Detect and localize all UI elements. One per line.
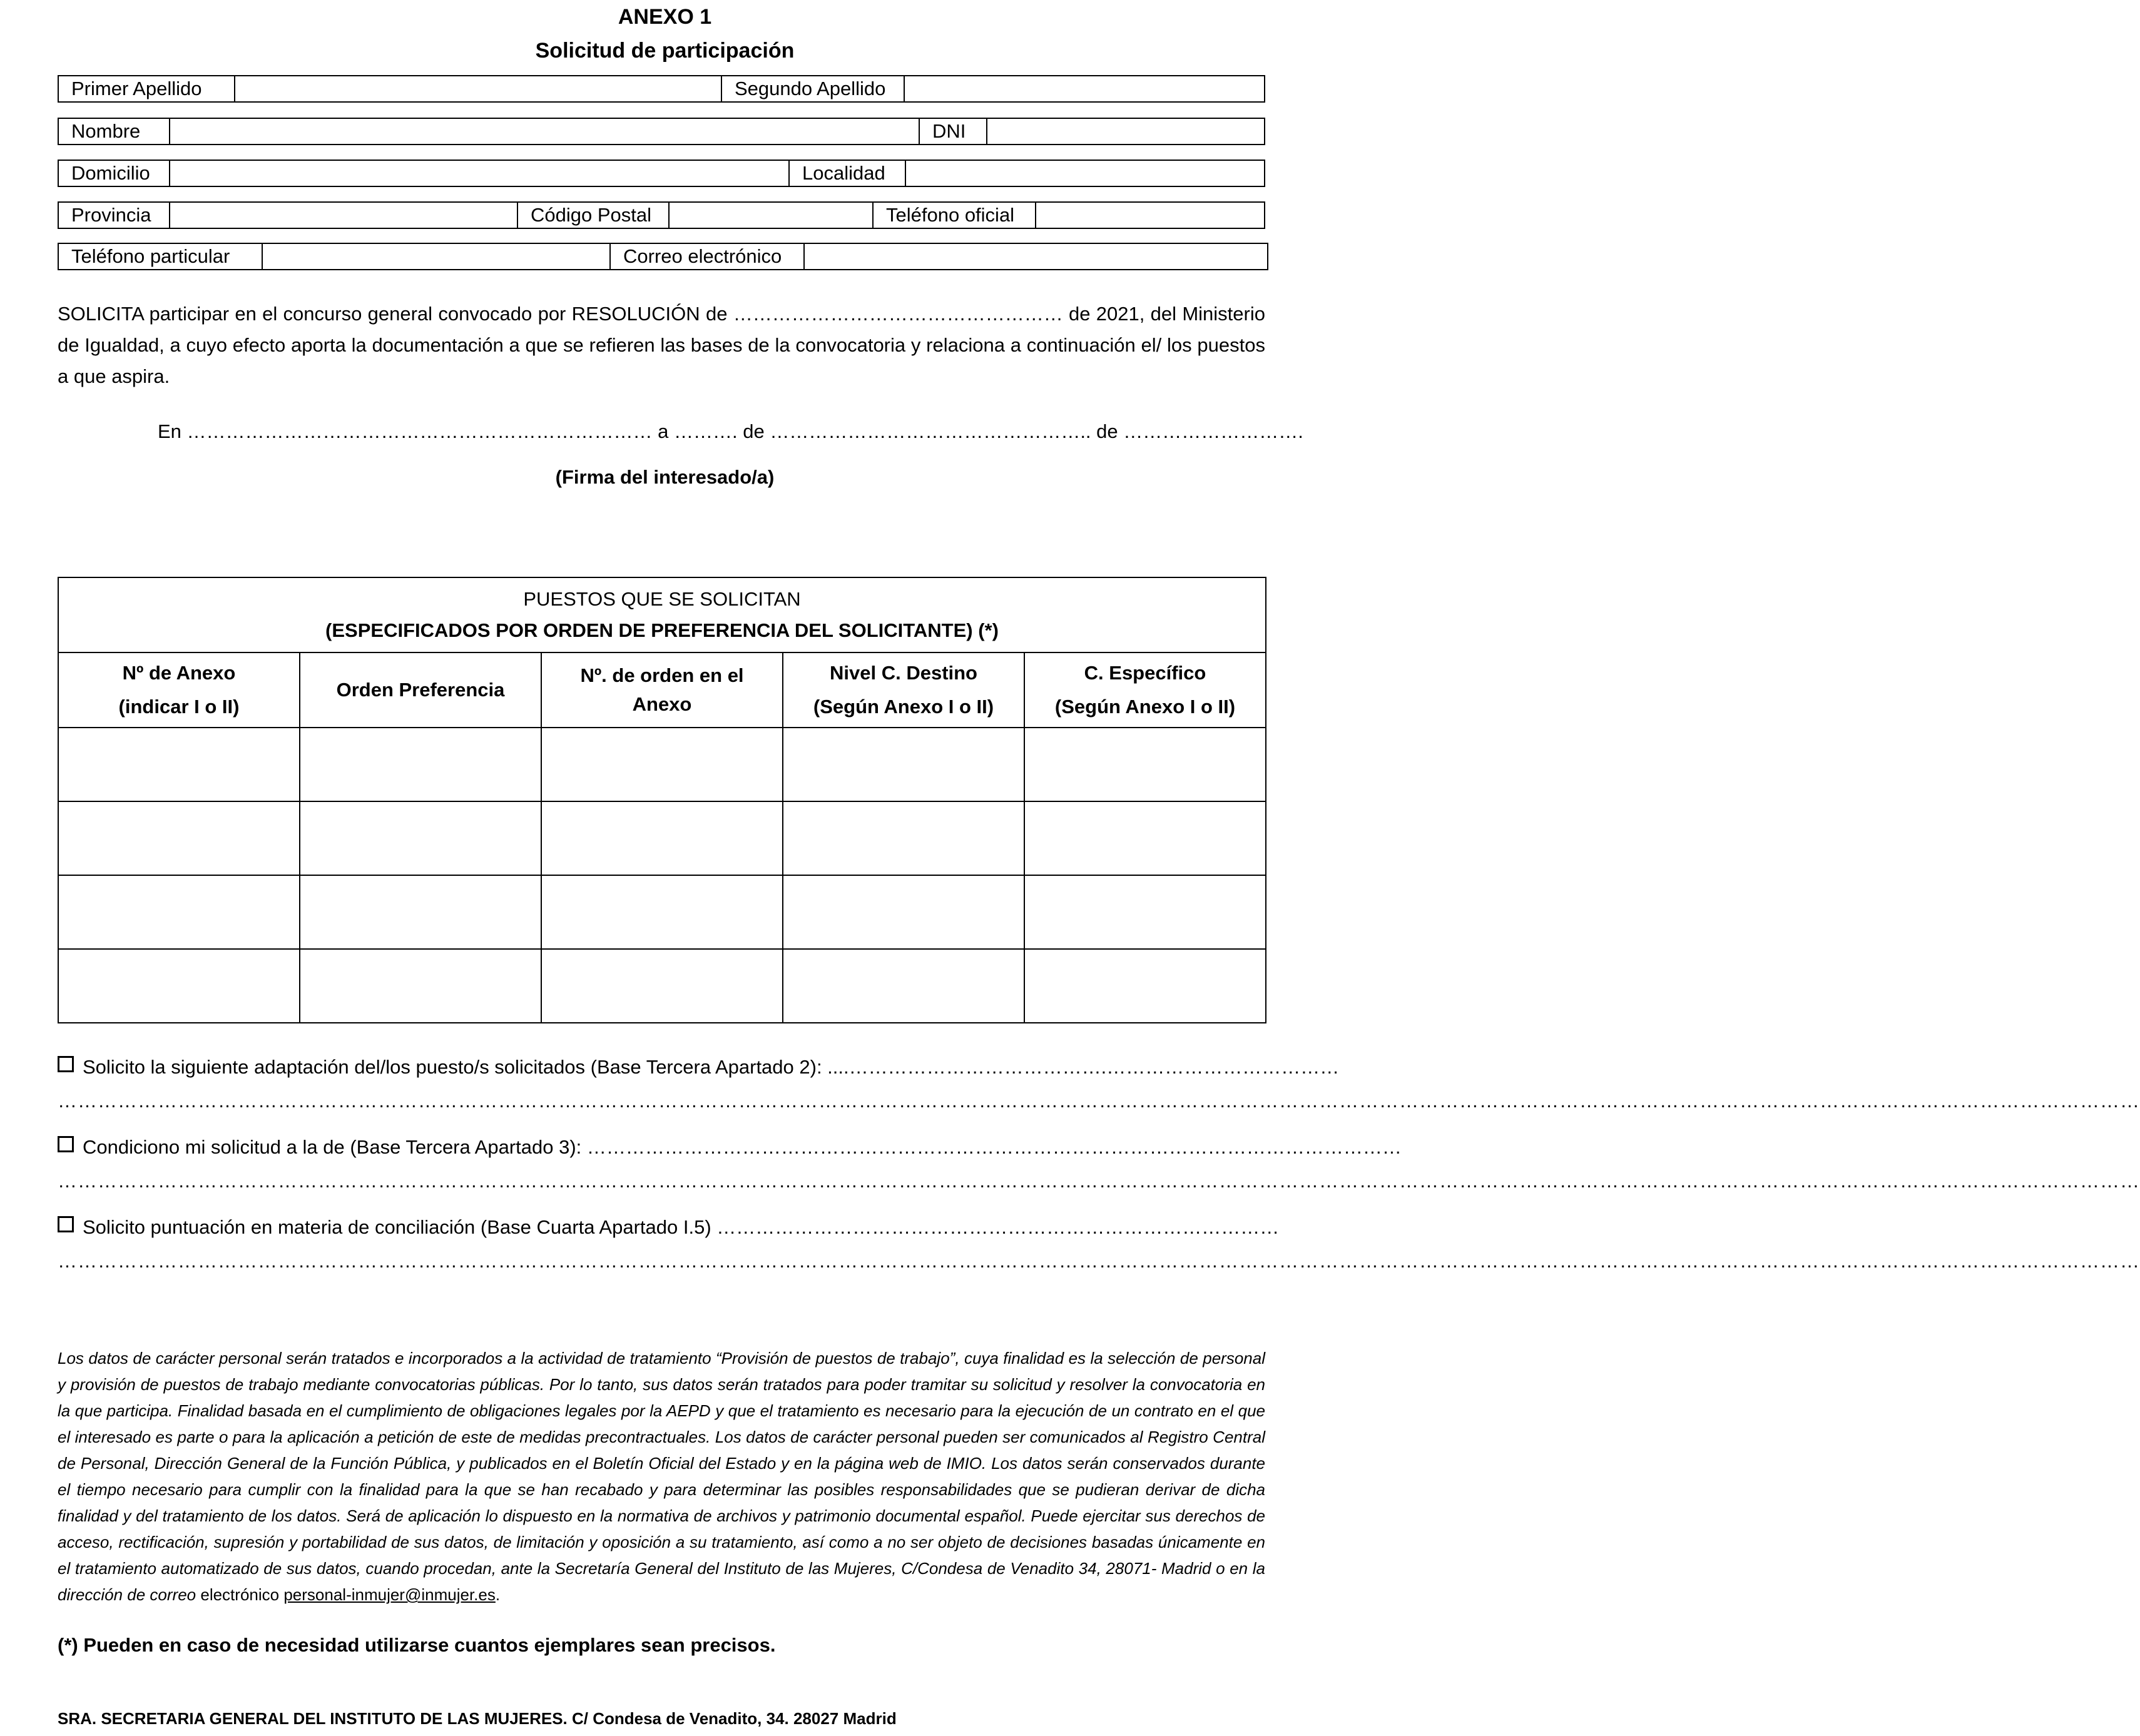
dotted-line: …………………………………………………………………………………………………………………………………………………………………………………………………………………………………………………………………………………… [58, 1250, 2140, 1272]
footer-address: SRA. SECRETARIA GENERAL DEL INSTITUTO DE LAS MUJERES. C/ Condesa de Venadito, 34. 28027 Madrid [58, 1709, 897, 1728]
provincia-field[interactable] [169, 203, 517, 228]
form-row-apellidos [58, 75, 1265, 103]
column-header-nivel-destino-line2: (Según Anexo I o II) [813, 696, 994, 718]
check-condiciono-text: Condiciono mi solicitud a la de (Base Tercera Apartado 3): ……………………………………………………………………………………………………………… [83, 1136, 1402, 1158]
table-cell[interactable] [300, 949, 541, 1023]
legal-notice-text: Los datos de carácter personal serán tratados e incorporados a la actividad de tratamiento “Provisión de puestos de trabajo”, cuya finalidad es la selección de personal y provisión de puestos de trabajo mediante convocatorias públicas. Por lo tanto, sus datos serán tratados para poder tramitar su solicitud y resolver la convocatoria en la que participa. Finalidad basada en el cumplimiento de obligaciones legales por la AEPD y que el tratamiento es necesario para la ejecución de un contrato en el que el interesado es parte o para la aplicación a petición de este de medidas precontractuales. Los datos de carácter personal pueden ser comunicados al Registro Central de Personal, Dirección General de la Función Pública, y publicados en el Boletín Oficial del Estado y en la página web de IMIO. Los datos serán conservados durante el tiempo necesario para cumplir con la finalidad para la que se han recabado y para determinar las posibles responsabilidades que se pudieran derivar de dicha finalidad y del tratamiento de los datos. Será de aplicación lo dispuesto en la normativa de archivos y patrimonio documental español. Puede ejercitar sus derechos de acceso, rectificación, supresión y portabilidad de sus datos, de limitación y oposición a su tratamiento, así como a no ser objeto de decisiones basadas únicamente en el tratamiento automatizado de sus datos, cuando procedan, ante la Secretaría General del Instituto de las Mujeres, C/Condesa de Venadito 34, 28071- Madrid o en la dirección de correo [58, 1349, 1265, 1604]
table-cell[interactable] [58, 728, 300, 801]
positions-table [58, 577, 1266, 1023]
localidad-field[interactable] [905, 161, 1264, 186]
table-cell[interactable] [58, 875, 300, 949]
checkbox-icon[interactable] [58, 1216, 74, 1232]
positions-table-title: PUESTOS QUE SE SOLICITAN [523, 588, 801, 610]
column-header-nivel-destino [783, 652, 1024, 728]
segundo-apellido-label: Segundo Apellido [721, 76, 904, 101]
document-title: ANEXO 1 [618, 5, 712, 29]
document-subtitle: Solicitud de participación [535, 39, 795, 63]
legal-notice [58, 1345, 1265, 1608]
check-adaptacion-text: Solicito la siguiente adaptación del/los puesto/s solicitados (Base Tercera Apartado 2): ....………………………………….……………………………… [83, 1056, 1340, 1078]
column-header-nivel-destino-line1: Nivel C. Destino [830, 662, 977, 684]
telefono-particular-field[interactable] [262, 244, 609, 269]
request-paragraph: SOLICITA participar en el concurso general convocado por RESOLUCIÓN de …………………………………………… de 2021, del Ministerio de Igualdad, a cuyo efecto aporta la documentación a que se refieren las bases de la convocatoria y relaciona a continuación el/ los puestos a que aspira. [58, 303, 1265, 387]
check-conciliacion[interactable] [58, 1216, 1280, 1239]
segundo-apellido-field[interactable] [904, 76, 1264, 101]
dni-label: DNI [919, 119, 986, 144]
table-cell[interactable] [300, 728, 541, 801]
column-header-especifico-line2: (Según Anexo I o II) [1054, 696, 1236, 718]
codigo-postal-label: Código Postal [517, 203, 668, 228]
table-cell[interactable] [541, 728, 783, 801]
column-header-orden-preferencia-line1: Orden Preferencia [336, 679, 505, 701]
table-cell[interactable] [1024, 801, 1266, 875]
check-adaptacion[interactable] [58, 1056, 1340, 1079]
localidad-label: Localidad [788, 161, 905, 186]
table-cell[interactable] [300, 875, 541, 949]
column-header-especifico [1024, 652, 1266, 728]
table-row [58, 949, 1266, 1023]
place-date-line: En ……………………………………………………………… a ………. de ………………………………………….. de ………………………. [158, 420, 1303, 442]
nombre-label: Nombre [71, 120, 141, 142]
telefono-particular-label: Teléfono particular [71, 245, 230, 267]
primer-apellido-label: Primer Apellido [71, 78, 202, 99]
dni-field[interactable] [986, 119, 1264, 144]
correo-label: Correo electrónico [609, 244, 803, 269]
form-row-provincia [58, 201, 1265, 229]
check-condiciono[interactable] [58, 1136, 1402, 1159]
table-cell[interactable] [541, 949, 783, 1023]
primer-apellido-field[interactable] [234, 76, 721, 101]
signature-label: (Firma del interesado/a) [555, 466, 775, 488]
table-cell[interactable] [541, 801, 783, 875]
copies-note: (*) Pueden en caso de necesidad utilizarse cuantos ejemplares sean precisos. [58, 1634, 776, 1656]
table-cell[interactable] [300, 801, 541, 875]
column-header-orden-anexo-line2: Anexo [632, 693, 692, 715]
table-row [58, 728, 1266, 801]
table-cell[interactable] [783, 801, 1024, 875]
telefono-oficial-label: Teléfono oficial [872, 203, 1035, 228]
column-header-especifico-line1: C. Específico [1084, 662, 1206, 684]
checkbox-icon[interactable] [58, 1136, 74, 1152]
table-cell[interactable] [58, 949, 300, 1023]
correo-field[interactable] [803, 244, 1267, 269]
table-cell[interactable] [541, 875, 783, 949]
column-header-anexo [58, 652, 300, 728]
table-cell[interactable] [58, 801, 300, 875]
positions-table-subtitle: (ESPECIFICADOS POR ORDEN DE PREFERENCIA DEL SOLICITANTE) (*) [325, 619, 999, 641]
legal-electronic-word: electrónico [200, 1585, 280, 1604]
column-header-orden-anexo [541, 652, 783, 728]
table-cell[interactable] [1024, 728, 1266, 801]
table-row [58, 875, 1266, 949]
table-row [58, 801, 1266, 875]
checkbox-icon[interactable] [58, 1056, 74, 1072]
column-header-anexo-line2: (indicar I o II) [118, 696, 240, 718]
column-header-anexo-line1: Nº de Anexo [122, 662, 236, 684]
table-cell[interactable] [1024, 949, 1266, 1023]
table-cell[interactable] [783, 875, 1024, 949]
table-cell[interactable] [1024, 875, 1266, 949]
codigo-postal-field[interactable] [668, 203, 872, 228]
form-row-telefono [58, 243, 1268, 270]
domicilio-field[interactable] [169, 161, 788, 186]
table-cell[interactable] [783, 949, 1024, 1023]
dotted-line: …………………………………………………………………………………………………………………………………………………………………………………………………………………………………………………………………………………… [58, 1170, 2140, 1192]
table-cell[interactable] [783, 728, 1024, 801]
nombre-field[interactable] [169, 119, 919, 144]
email-link[interactable]: personal-inmujer@inmujer.es [283, 1585, 496, 1604]
column-header-orden-preferencia [300, 652, 541, 728]
domicilio-label: Domicilio [71, 162, 150, 184]
form-row-nombre [58, 118, 1265, 145]
check-conciliacion-text: Solicito puntuación en materia de conciliación (Base Cuarta Apartado I.5) …………………………………………………………………………… [83, 1216, 1280, 1238]
form-row-domicilio [58, 160, 1265, 187]
provincia-label: Provincia [71, 204, 151, 226]
column-header-orden-anexo-line1: Nº. de orden en el [580, 664, 744, 686]
telefono-oficial-field[interactable] [1035, 203, 1264, 228]
legal-end: . [495, 1585, 501, 1604]
positions-table-header [58, 577, 1266, 652]
dotted-line: …………………………………………………………………………………………………………………………………………………………………………………………………………………………………………………………………………………… [58, 1090, 2140, 1112]
